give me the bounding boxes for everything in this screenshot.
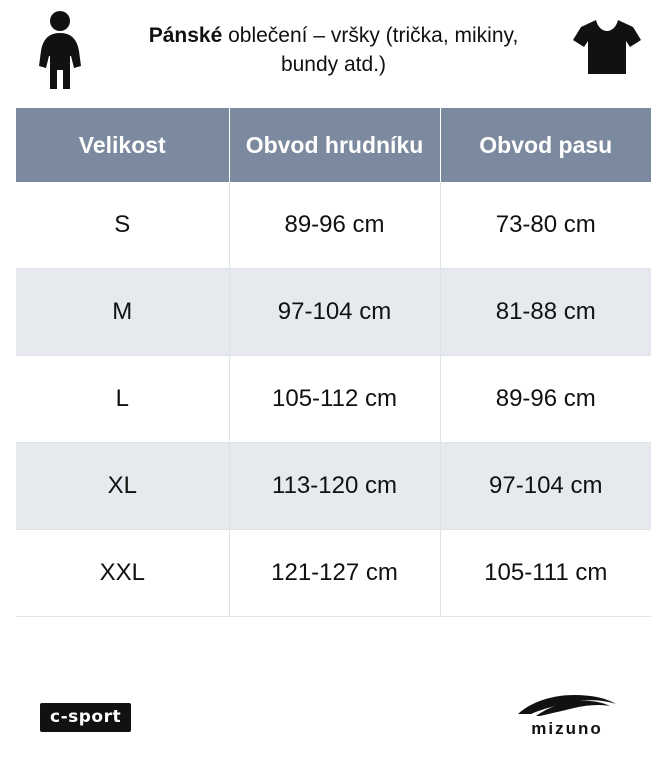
table-row (16, 269, 651, 356)
male-figure-icon (30, 10, 90, 90)
cell-chest: 113-120 cm (229, 443, 440, 530)
page-title-rest: oblečení – vršky (trička, mikiny, bundy atd.) (222, 24, 519, 76)
cell-waist: 105-111 cm (440, 530, 651, 617)
cell-chest: 121-127 cm (229, 530, 440, 617)
cell-size: XL (16, 443, 229, 530)
table-row (16, 443, 651, 530)
cell-size: M (16, 269, 229, 356)
table-row (16, 182, 651, 269)
csport-logo: c-sport (40, 703, 131, 732)
column-header-size: Velikost (16, 108, 229, 182)
mizuno-bird-icon (512, 695, 622, 717)
cell-size: S (16, 182, 229, 269)
table-row (16, 530, 651, 617)
tshirt-icon (569, 16, 645, 78)
cell-waist: 89-96 cm (440, 356, 651, 443)
cell-waist: 81-88 cm (440, 269, 651, 356)
table-header-row (16, 108, 651, 182)
page-header (0, 0, 667, 100)
column-header-waist: Obvod pasu (440, 108, 651, 182)
column-header-chest: Obvod hrudníku (229, 108, 440, 182)
size-table (16, 108, 651, 617)
page-footer (0, 687, 667, 747)
cell-chest: 89-96 cm (229, 182, 440, 269)
size-table-container (16, 108, 651, 617)
mizuno-logo (507, 695, 627, 739)
cell-waist: 97-104 cm (440, 443, 651, 530)
cell-waist: 73-80 cm (440, 182, 651, 269)
page-title (119, 21, 549, 79)
cell-chest: 105-112 cm (229, 356, 440, 443)
cell-size: L (16, 356, 229, 443)
page-title-bold: Pánské (148, 24, 223, 47)
cell-size: XXL (16, 530, 229, 617)
mizuno-wordmark: mizuno (531, 719, 603, 738)
table-row (16, 356, 651, 443)
cell-chest: 97-104 cm (229, 269, 440, 356)
